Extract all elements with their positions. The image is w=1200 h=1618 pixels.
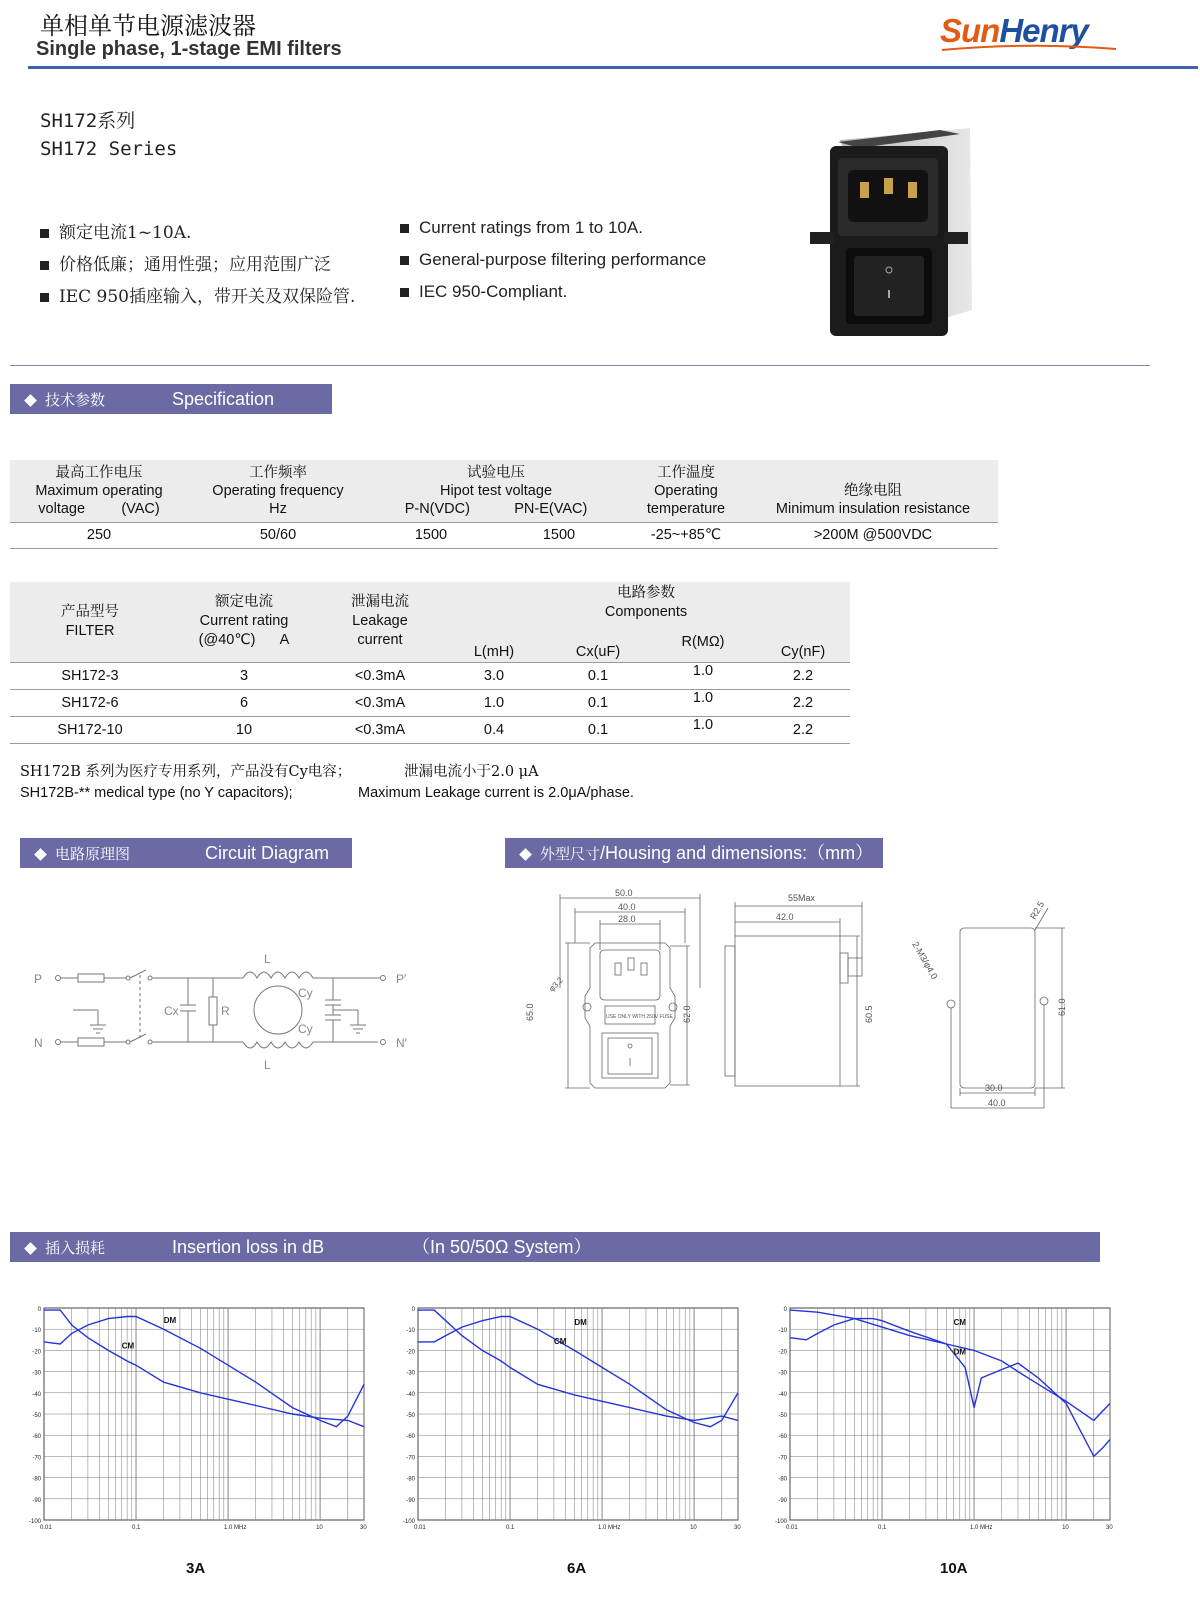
sub-Cy: Cy(nF) (756, 634, 850, 662)
feature-en-1: Current ratings from 1 to 10A. (400, 218, 643, 238)
x-tick-label: 0.01 (414, 1525, 426, 1531)
x-tick-label: 0.01 (40, 1525, 52, 1531)
spec-bar-en: Specification (172, 389, 275, 409)
y-tick-label: -50 (778, 1413, 787, 1419)
y-tick-label: -90 (32, 1497, 41, 1504)
spec-h4-cn: 工作温度 (657, 465, 715, 481)
model-h2-en2b: A (279, 632, 290, 649)
circuit-label-Cx: Cx (164, 1004, 179, 1018)
x-tick-label: 1.0 MHz (970, 1525, 993, 1531)
series-cn: SH172系列 (40, 110, 136, 132)
circuit-section-bar (20, 838, 352, 868)
spec-h3-en1: Hipot test voltage (439, 483, 553, 499)
x-tick-label: 0.1 (878, 1525, 887, 1531)
circuit-label-L-top: L (264, 952, 271, 966)
spec-h1-en2a: voltage (38, 501, 86, 517)
note-en-1: SH172B-** medical type (no Y capacitors); (20, 785, 293, 801)
dim-d55: 55Max (788, 893, 816, 903)
circuit-label-Cy-top: Cy (298, 986, 313, 1000)
spec-h1-en1: Maximum operating (35, 483, 163, 499)
dim-h62: 62.0 (682, 1005, 692, 1023)
feature-cn-1: 额定电流1~10A. (40, 218, 191, 243)
circuit-label-P2: P′ (396, 972, 407, 986)
insertion-bar-cn: 插入损耗 (45, 1239, 106, 1257)
circuit-bar-cn: 电路原理图 (55, 845, 131, 863)
insertion-section-bar (10, 1232, 1100, 1262)
series-label-dm: DM (574, 1317, 587, 1327)
dim-hole: φ3.2 (547, 975, 565, 994)
spec-h5-cn: 绝缘电阻 (844, 483, 902, 499)
x-tick-label: 10 (1062, 1525, 1069, 1531)
x-tick-label: 0.1 (506, 1525, 515, 1531)
spec-table (10, 460, 998, 549)
feature-cn-3: IEC 950插座输入，带开关及双保险管. (40, 282, 355, 307)
table-row: SH172-6 6 <0.3mA 1.0 0.1 1.0 2.2 (10, 689, 850, 716)
sub-L: L(mH) (442, 634, 546, 662)
circuit-label-N: N (34, 1036, 43, 1050)
logo-henry: Henry (999, 12, 1088, 49)
product-photo (800, 120, 975, 345)
dim-w40: 40.0 (618, 902, 636, 912)
table-row: SH172-10 10 <0.3mA 0.4 0.1 1.0 2.2 (10, 716, 850, 743)
y-tick-label: -70 (32, 1455, 41, 1462)
y-tick-label: -90 (406, 1497, 415, 1504)
spec-h3-cn: 试验电压 (467, 465, 525, 481)
y-tick-label: -10 (32, 1328, 41, 1335)
housing-drawing (520, 888, 1120, 1148)
y-tick-label: -20 (32, 1349, 41, 1356)
x-tick-label: 30 (360, 1525, 367, 1531)
dim-h65: 65.0 (525, 1003, 535, 1021)
model-h3-en2: current (357, 632, 403, 649)
model-h2-en2a: (@40℃) (198, 632, 256, 649)
model-h2-cn: 额定电流 (215, 594, 273, 611)
spec-h2-cn: 工作频率 (249, 465, 307, 481)
y-tick-label: -60 (778, 1434, 787, 1441)
dim-w50: 50.0 (615, 888, 633, 898)
series-en: SH172 Series (40, 138, 178, 160)
y-tick-label: -30 (406, 1370, 415, 1377)
section-separator (10, 365, 1150, 366)
model-h1-en: FILTER (65, 622, 115, 639)
chart-caption-3a: 3A (186, 1560, 206, 1577)
dim-b40: 40.0 (988, 1098, 1006, 1108)
series-label-cm: CM (953, 1317, 967, 1327)
model-h4-en: Components (604, 604, 688, 620)
spec-section-bar (10, 384, 332, 414)
feature-cn-2: 价格低廉；通用性强；应用范围广泛 (40, 250, 331, 275)
x-tick-label: 0.1 (132, 1525, 141, 1531)
housing-section-bar (505, 838, 883, 868)
y-tick-label: -50 (32, 1413, 41, 1419)
model-h3-cn: 泄漏电流 (351, 594, 409, 611)
spec-h2-en1: Operating frequency (212, 483, 344, 499)
housing-bar-cn: 外型尺寸 (540, 845, 601, 863)
spec-h5-en1: Minimum insulation resistance (775, 501, 971, 517)
y-tick-label: -90 (778, 1497, 787, 1504)
y-tick-label: -40 (406, 1391, 415, 1398)
spec-h1-cn: 最高工作电压 (55, 465, 143, 481)
y-tick-label: -100 (774, 1519, 787, 1525)
chart-caption-10a: 10A (940, 1560, 968, 1577)
model-table (10, 582, 850, 744)
dim-h605: 60.5 (864, 1005, 874, 1023)
header-rule (28, 66, 1198, 69)
y-tick-label: -20 (406, 1349, 415, 1356)
y-tick-label: -100 (402, 1519, 415, 1525)
note-en-2: Maximum Leakage current is 2.0μA/phase. (358, 785, 634, 801)
y-tick-label: 0 (37, 1307, 41, 1313)
x-tick-label: 1.0 MHz (598, 1525, 621, 1531)
dim-r25: R2.5 (1028, 899, 1047, 921)
spec-h4-en1: Operating (654, 483, 718, 499)
table-row: 250 50/60 1500 1500 -25~+85℃ >200M @500VDC (10, 522, 998, 548)
x-tick-label: 1.0 MHz (224, 1525, 247, 1531)
table-row: SH172-3 3 <0.3mA 3.0 0.1 1.0 2.2 (10, 662, 850, 689)
series-label-cm: CM (121, 1341, 135, 1351)
y-tick-label: -20 (778, 1349, 787, 1356)
dim-w28: 28.0 (618, 914, 636, 924)
spec-h3-en2a: P-N(VDC) (404, 501, 470, 517)
y-tick-label: -60 (32, 1434, 41, 1441)
circuit-label-P: P (34, 972, 43, 986)
logo-swoosh (940, 44, 1120, 54)
chart-10a (766, 1300, 1116, 1540)
spec-h2-en2: Hz (269, 501, 287, 517)
spec-h1-en2b: (VAC) (121, 501, 160, 517)
x-tick-label: 30 (734, 1525, 741, 1531)
series-label-dm: DM (163, 1315, 177, 1325)
x-tick-label: 10 (690, 1525, 697, 1531)
circuit-label-R: R (221, 1004, 230, 1018)
x-tick-label: 10 (316, 1525, 323, 1531)
feature-en-2: General-purpose filtering performance (400, 250, 706, 270)
sub-R: R(MΩ) (650, 634, 756, 662)
note-cn-1: SH172B 系列为医疗专用系列，产品没有Cy电容； (20, 764, 352, 780)
y-tick-label: 0 (783, 1307, 787, 1313)
note-cn-2: 泄漏电流小于2.0 μA (404, 764, 539, 780)
y-tick-label: -50 (406, 1413, 415, 1419)
dim-h61: 61.0 (1057, 998, 1067, 1016)
y-tick-label: -10 (406, 1328, 415, 1335)
circuit-bar-en: Circuit Diagram (205, 843, 330, 863)
model-h4-cn: 电路参数 (617, 585, 675, 601)
series-label-dm: DM (953, 1347, 967, 1357)
chart-3a (20, 1300, 370, 1540)
fuse-label: USE ONLY WITH 250V FUSE (606, 1014, 673, 1020)
model-h1-cn: 产品型号 (61, 603, 119, 620)
dim-m3: 2-M3/φ4.0 (910, 940, 940, 981)
sub-Cx: Cx(uF) (546, 634, 650, 662)
housing-bar-en: /Housing and dimensions:（mm） (600, 843, 874, 863)
y-tick-label: -40 (32, 1391, 41, 1398)
x-tick-label: 30 (1106, 1525, 1113, 1531)
spec-h4-en2: temperature (646, 501, 726, 517)
y-tick-label: -30 (32, 1370, 41, 1377)
y-tick-label: -80 (778, 1476, 787, 1483)
title-en: Single phase, 1-stage EMI filters (36, 38, 342, 60)
y-tick-label: -70 (778, 1455, 787, 1462)
circuit-label-N2: N′ (396, 1036, 407, 1050)
title-cn: 单相单节电源滤波器 (40, 12, 256, 40)
feature-en-3: IEC 950-Compliant. (400, 282, 567, 302)
chart-6a (394, 1300, 744, 1540)
y-tick-label: 0 (411, 1307, 415, 1313)
model-h3-en1: Leakage (352, 613, 408, 630)
insertion-bar-en: Insertion loss in dB (172, 1237, 325, 1257)
y-tick-label: -70 (406, 1455, 415, 1462)
y-tick-label: -60 (406, 1434, 415, 1441)
logo-sun: Sun (940, 12, 1000, 49)
y-tick-label: -80 (32, 1476, 41, 1483)
model-h2-en1: Current rating (199, 613, 289, 630)
circuit-label-Cy-bottom: Cy (298, 1022, 313, 1036)
spec-h3-en2b: PN-E(VAC) (514, 501, 588, 517)
y-tick-label: -100 (28, 1519, 41, 1525)
chart-caption-6a: 6A (567, 1560, 587, 1577)
dim-d42: 42.0 (776, 912, 794, 922)
circuit-diagram (28, 945, 448, 1075)
y-tick-label: -80 (406, 1476, 415, 1483)
y-tick-label: -40 (778, 1391, 787, 1398)
dim-b30: 30.0 (985, 1083, 1003, 1093)
insertion-bar-sys: （In 50/50Ω System） (412, 1237, 592, 1257)
y-tick-label: -30 (778, 1370, 787, 1377)
y-tick-label: -10 (778, 1328, 787, 1335)
circuit-label-L-bottom: L (264, 1058, 271, 1072)
series-label-cm: CM (553, 1337, 567, 1347)
x-tick-label: 0.01 (786, 1525, 798, 1531)
spec-bar-cn: 技术参数 (45, 391, 106, 409)
